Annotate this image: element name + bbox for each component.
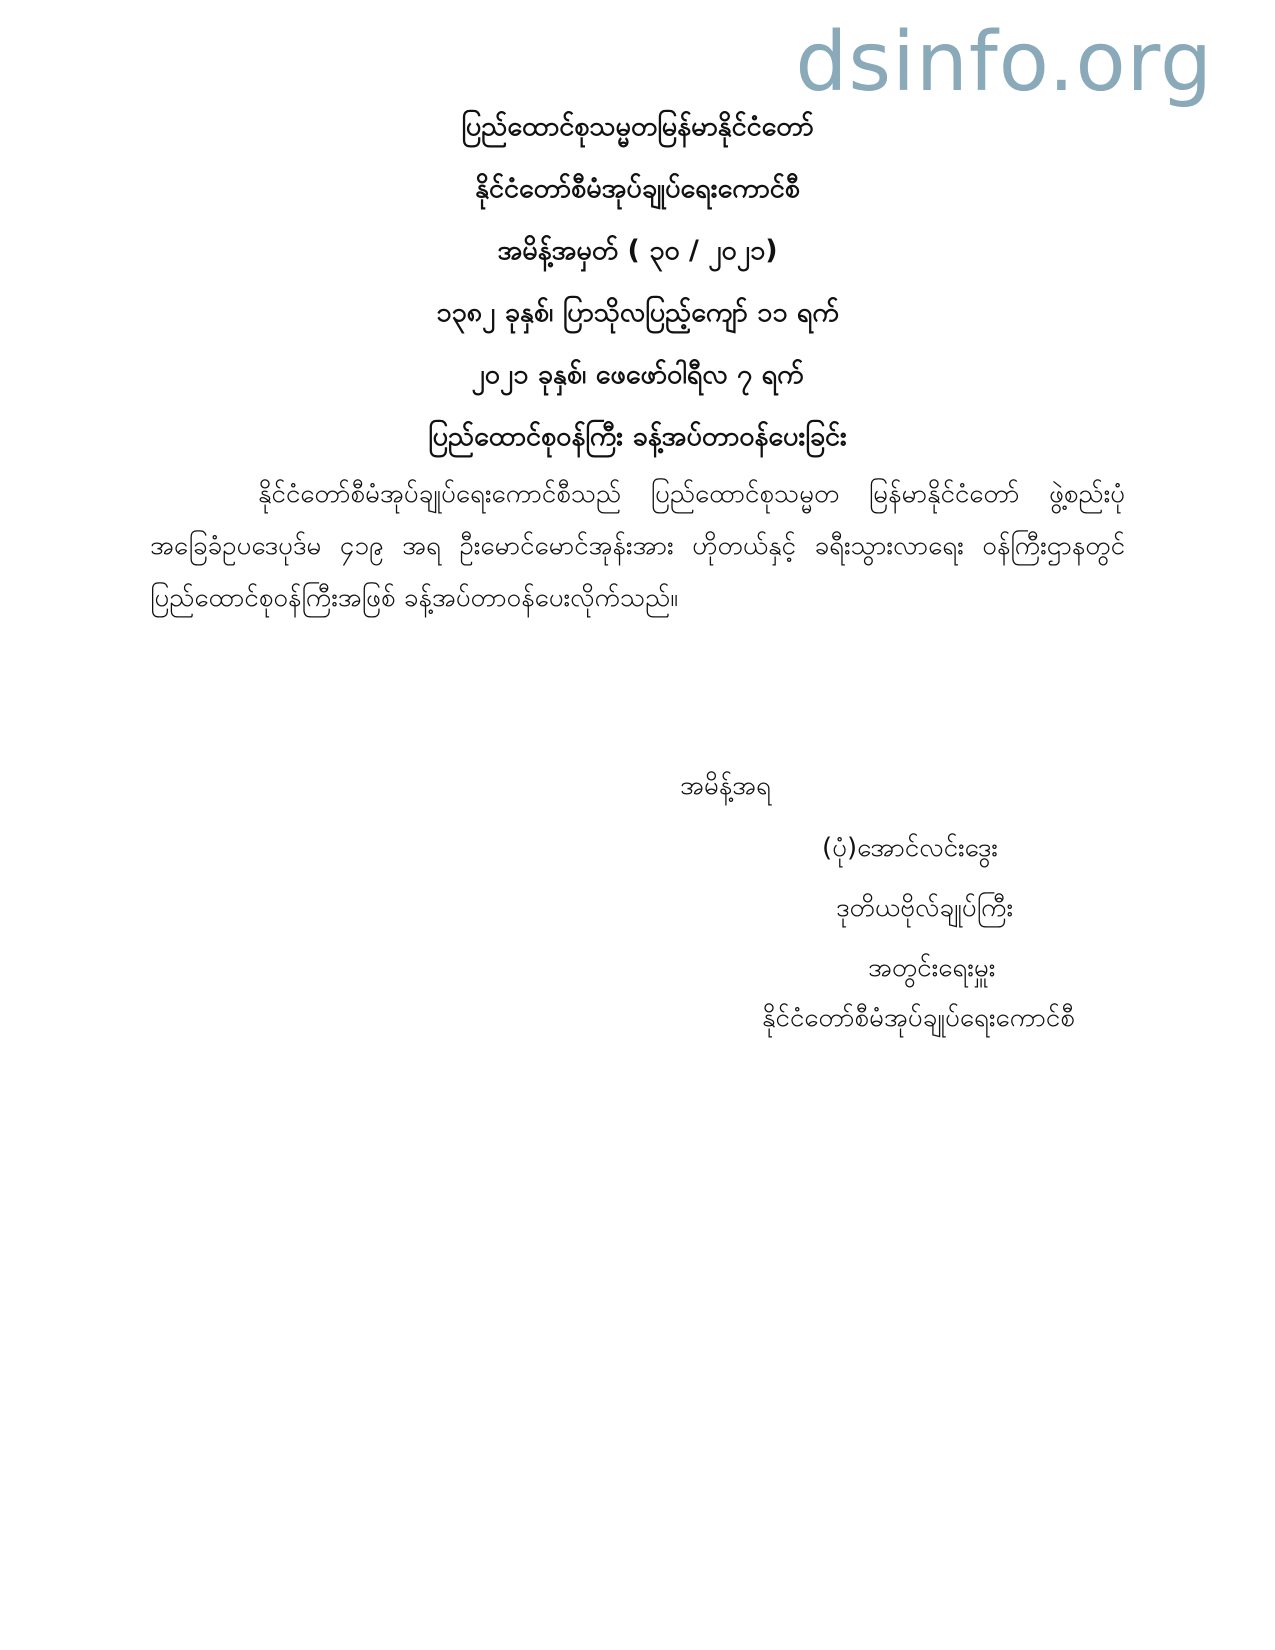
order-body-paragraph: နိုင်ငံတော်စီမံအုပ်ချုပ်ရေးကောင်စီသည် ပြည်ထောင်စုသမ္မတ မြန်မာနိုင်ငံတော် ဖွဲ့စည်းပုံအခြေခံဥပဒေပုဒ်မ ၄၁၉ အရ ဦးမောင်မောင်အုန်းအား ဟိုတယ်နှင့် ခရီးသွားလာရေး ဝန်ကြီးဌာနတွင် ပြည်ထောင်စုဝန်ကြီးအဖြစ် ခန့်အပ်တာဝန်ပေးလိုက်သည်။ (150, 479, 1125, 613)
signature-on-behalf: အမိန့်အရ (680, 771, 771, 801)
country-title: ပြည်ထောင်စုသမ္မတမြန်မာနိုင်ငံတော် (461, 111, 814, 142)
signatory-organization: နိုင်ငံတော်စီမံအုပ်ချုပ်ရေးကောင်စီ (762, 1003, 1075, 1033)
order-number: အမိန့်အမှတ် ( ၃၀ / ၂၀၂၁) (497, 235, 778, 266)
signatory-rank: ဒုတိယဗိုလ်ချုပ်ကြီး (836, 893, 1014, 923)
document-header (0, 96, 1275, 468)
myanmar-date: ၁၃၈၂ ခုနှစ်၊ ပြာသိုလပြည့်ကျော် ၁၁ ရက် (436, 297, 839, 328)
gregorian-date: ၂၀၂၁ ခုနှစ်၊ ဖေဖော်ဝါရီလ ၇ ရက် (471, 359, 804, 390)
signatory-title: အတွင်းရေးမှူး (868, 953, 996, 983)
council-title: နိုင်ငံတော်စီမံအုပ်ချုပ်ရေးကောင်စီ (475, 173, 800, 204)
signatory-name: (ပုံ)အောင်လင်းဒွေး (822, 833, 998, 863)
order-subject: ပြည်ထောင်စုဝန်ကြီး ခန့်အပ်တာဝန်ပေးခြင်း (428, 421, 847, 452)
watermark: dsinfo.org (795, 15, 1213, 110)
